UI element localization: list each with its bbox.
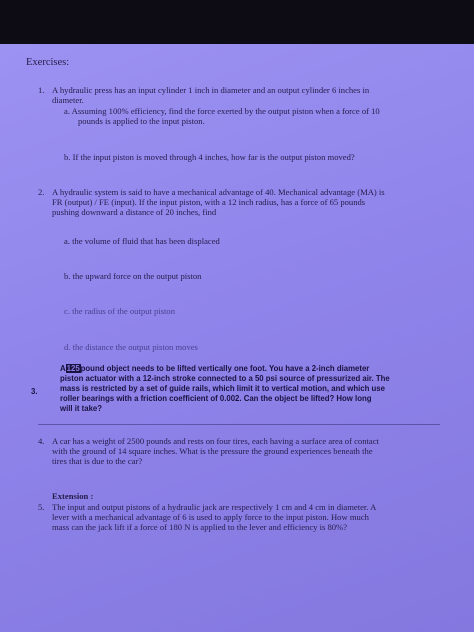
q5-line: The input and output pistons of a hydraulic jack are respectively 1 cm and 4 cm in diameter. A bbox=[52, 502, 377, 512]
extension-label: Extension : bbox=[52, 491, 94, 501]
q4-line: A car has a weight of 2500 pounds and rests on four tires, each having a surface area of contact bbox=[52, 436, 379, 446]
divider-line bbox=[38, 424, 440, 425]
q1b-line: b. If the input piston is moved through 4 inches, how far is the output piston moved? bbox=[64, 152, 355, 162]
dark-top-edge bbox=[0, 0, 474, 44]
q2-line: A hydraulic system is said to have a mechanical advantage of 40. Mechanical advantage (MA) is bbox=[52, 187, 385, 197]
q3-line: piston actuator with a 12-inch stroke connected to a 50 psi source of pressurized air. The bbox=[60, 374, 390, 383]
q3-line: mass is restricted by a set of guide rails, which limit it to vertical motion, and which use bbox=[60, 384, 385, 393]
q5-line: lever with a mechanical advantage of 6 is used to apply force to the input piston. How much bbox=[52, 512, 369, 522]
q1-number: 1. bbox=[38, 85, 45, 95]
q3-line-text: pound object needs to be lifted vertically one foot. You have a 2-inch diameter bbox=[80, 364, 370, 373]
q1a-line: a. Assuming 100% efficiency, find the force exerted by the output piston when a force of 10 bbox=[64, 106, 380, 116]
q2-number: 2. bbox=[38, 187, 45, 197]
q2d-line: d. the distance the output piston moves bbox=[64, 342, 198, 352]
q4-number: 4. bbox=[38, 436, 45, 446]
q2b-line: b. the upward force on the output piston bbox=[64, 271, 202, 281]
q2-line: FR (output) / FE (input). If the input piston, with a 12 inch radius, has a force of 65 pounds bbox=[52, 197, 366, 207]
q3-lead: A bbox=[60, 364, 66, 373]
q3-line bbox=[60, 364, 369, 374]
q2a-line: a. the volume of fluid that has been displaced bbox=[64, 236, 220, 246]
q1-line: A hydraulic press has an input cylinder 1 inch in diameter and an output cylinder 6 inches in bbox=[52, 85, 370, 95]
q3-line: will it take? bbox=[60, 404, 103, 413]
exercises-heading: Exercises: bbox=[26, 57, 70, 68]
q5-number: 5. bbox=[38, 502, 45, 512]
q4-line: with the ground of 14 square inches. What is the pressure the ground experiences beneath the bbox=[52, 446, 373, 456]
q3-number: 3. bbox=[31, 387, 38, 396]
q5-line: mass can the jack lift if a force of 180 N is applied to the lever and efficiency is 80%? bbox=[52, 522, 348, 532]
q1-line: diameter. bbox=[52, 95, 84, 105]
q1a-line: pounds is applied to the input piston. bbox=[78, 116, 205, 126]
q2-line: pushing downward a distance of 20 inches, find bbox=[52, 207, 217, 217]
q2c-line: c. the radius of the output piston bbox=[64, 306, 175, 316]
q4-line: tires that is due to the car? bbox=[52, 456, 143, 466]
worksheet-page bbox=[0, 44, 474, 632]
q3-highlighted-mass: 125 bbox=[66, 364, 80, 373]
q3-line: roller bearings with a friction coefficient of 0.002. Can the object be lifted? How long bbox=[60, 394, 372, 403]
